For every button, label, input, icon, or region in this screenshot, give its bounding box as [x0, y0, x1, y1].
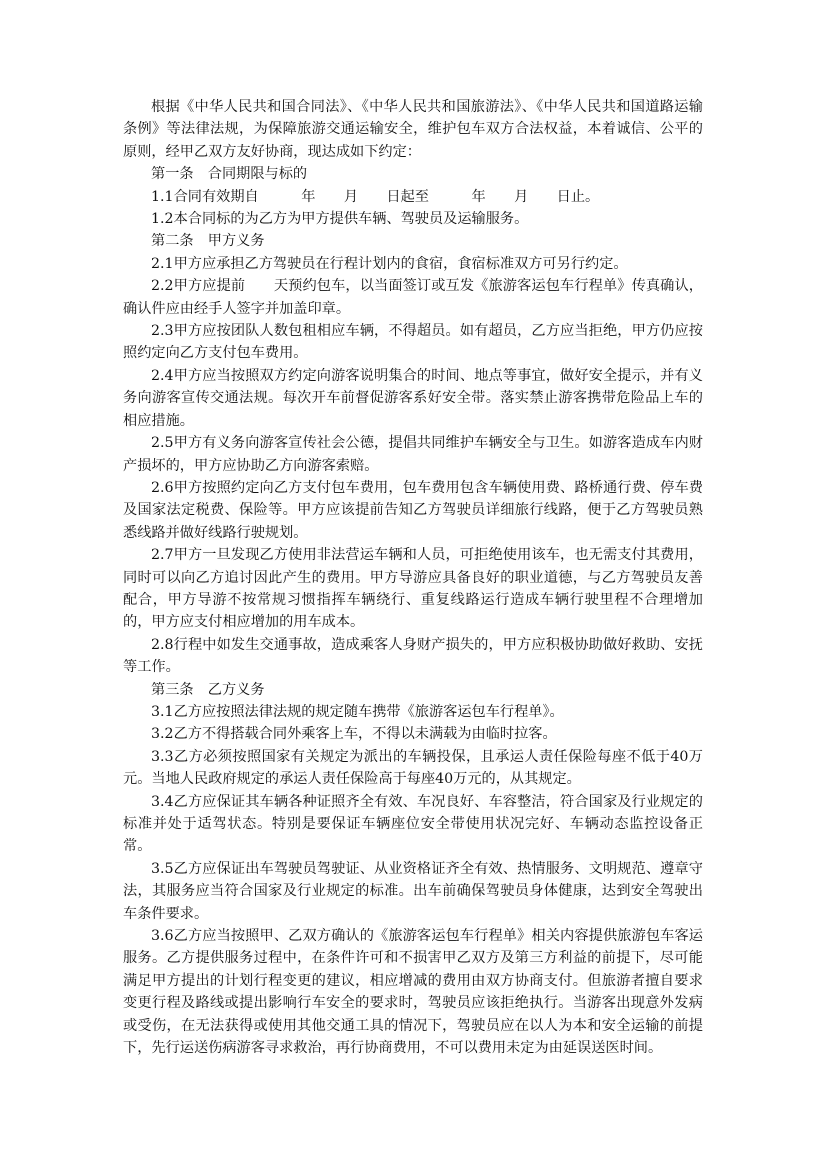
clause-2-8: 2.8行程中如发生交通事故，造成乘客人身财产损失的，甲方应积极协助做好救助、安抚等工作。: [123, 636, 703, 676]
clause-3-5: 3.5乙方应保证出车驾驶员驾驶证、从业资格证齐全有效、热情服务、文明规范、遵章守法，其服务应当符合国家及行业规定的标准。出车前确保驾驶员身体健康，达到安全驾驶出车条件要求。: [123, 860, 703, 922]
clause-3-1: 3.1乙方应按照法律法规的规定随车携带《旅游客运包车行程单》。: [151, 703, 564, 720]
clause-1-2: 1.2本合同标的为乙方为甲方提供车辆、驾驶员及运输服务。: [151, 211, 529, 228]
clause-2-3: 2.3甲方应按团队人数包租相应车辆，不得超员。如有超员，乙方应当拒绝，甲方仍应按照约定向乙方支付包车费用。: [123, 323, 703, 362]
article-2-heading: 第二条 甲方义务: [151, 233, 265, 250]
clause-1-1: 1.1合同有效期自 年 月 日起至 年 月 日止。: [151, 188, 600, 205]
article-1-heading: 第一条 合同期限与标的: [151, 166, 308, 183]
clause-3-4: 3.4乙方应保证其车辆各种证照齐全有效、车况良好、车容整洁，符合国家及行业规定的标准并处于适驾状态。特别是要保证车辆座位安全带使用状况完好、车辆动态监控设备正常。: [123, 793, 703, 855]
clause-2-1: 2.1甲方应承担乙方驾驶员在行程计划内的食宿，食宿标准双方可另行约定。: [151, 255, 628, 272]
contract-page: [123, 96, 703, 1059]
clause-2-5: 2.5甲方有义务向游客宣传社会公德，提倡共同维护车辆安全与卫生。如游客造成车内财产损坏的，甲方应协助乙方向游客索赔。: [123, 435, 703, 474]
clause-2-6: 2.6甲方按照约定向乙方支付包车费用，包车费用包含车辆使用费、路桥通行费、停车费及国家法定税费、保险等。甲方应该提前告知乙方驾驶员详细旅行线路，便于乙方驾驶员熟悉线路并做好线路行驶规划。: [123, 479, 703, 541]
article-3-heading: 第三条 乙方义务: [151, 681, 265, 698]
intro-paragraph: 根据《中华人民共和国合同法》、《中华人民共和国旅游法》、《中华人民共和国道路运输条例》等法律法规，为保障旅游交通运输安全，维护包车双方合法权益，本着诚信、公平的原则，经甲乙双方友好协商，现达成如下约定：: [123, 99, 703, 160]
clause-3-2: 3.2乙方不得搭载合同外乘客上车，不得以未满载为由临时拉客。: [151, 726, 557, 743]
clause-2-7: 2.7甲方一旦发现乙方使用非法营运车辆和人员，可拒绝使用该车，也无需支付其费用，同时可以向乙方追讨因此产生的费用。甲方导游应具备良好的职业道德，与乙方驾驶员友善配合，甲方导游不按常规习惯指挥车辆绕行、重复线路运行造成车辆行驶里程不合理增加的，甲方应支付相应增加的用车成本。: [123, 547, 703, 631]
clause-2-4: 2.4甲方应当按照双方约定向游客说明集合的时间、地点等事宜，做好安全提示，并有义务向游客宣传交通法规。每次开车前督促游客系好安全带。落实禁止游客携带危险品上车的相应措施。: [123, 367, 703, 429]
clause-2-2: 2.2甲方应提前 天预约包车，以当面签订或互发《旅游客运包车行程单》传真确认，确认件应由经手人签字并加盖印章。: [123, 278, 703, 317]
clause-3-6: 3.6乙方应当按照甲、乙双方确认的《旅游客运包车行程单》相关内容提供旅游包车客运服务。乙方提供服务过程中，在条件许可和不损害甲乙双方及第三方利益的前提下，尽可能满足甲方提出的计划行程变更的建议，相应增减的费用由双方协商支付。但旅游者擅自要求变更行程及路线或提出影响行车安全的要求时，驾驶员应该拒绝执行。当游客出现意外发病或受伤，在无法获得或使用其他交通工具的情况下，驾驶员应在以人为本和安全运输的前提下，先行运送伤病游客寻求救治，再行协商费用，不可以费用未定为由延误送医时间。: [123, 928, 703, 1057]
clause-3-3: 3.3乙方必须按照国家有关规定为派出的车辆投保，且承运人责任保险每座不低于40万元。当地人民政府规定的承运人责任保险高于每座40万元的，从其规定。: [123, 748, 703, 788]
